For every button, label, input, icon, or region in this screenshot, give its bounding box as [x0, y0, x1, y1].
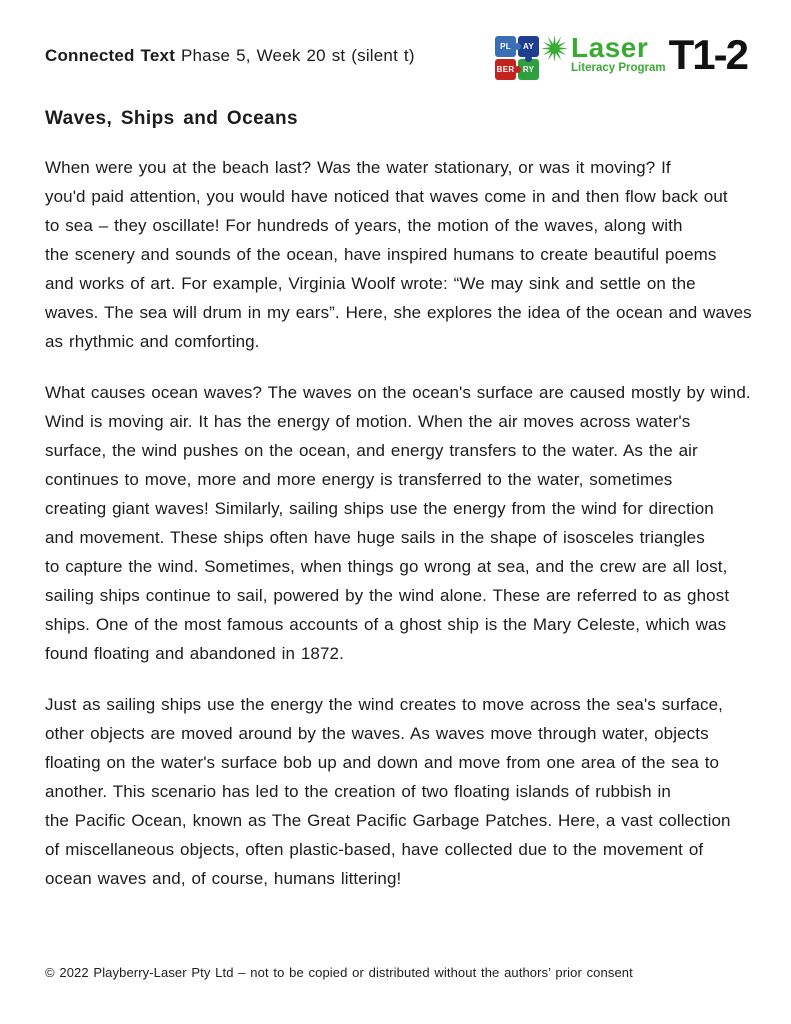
text-line: ocean waves and, of course, humans littering!	[45, 869, 402, 888]
puzzle-nub	[514, 43, 521, 50]
text-line: of miscellaneous objects, often plastic-based, have collected due to the movement of	[45, 840, 704, 859]
text-line: sailing ships continue to sail, powered by the wind alone. These are referred to as ghost	[45, 586, 730, 605]
logo-brand-text	[571, 34, 666, 75]
text-line: When were you at the beach last? Was the water stationary, or was it moving? If	[45, 158, 671, 177]
puzzle-piece-ber: BER	[495, 59, 516, 80]
paragraph-2	[45, 378, 751, 668]
text-line: as rhythmic and comforting.	[45, 332, 260, 351]
logo-level-badge: T1-2	[668, 31, 747, 78]
text-line: Just as sailing ships use the energy the wind creates to move across the sea's surface,	[45, 695, 723, 714]
copyright-text: © 2022 Playberry-Laser Pty Ltd – not to be copied or distributed without the authors’ prior consent	[45, 965, 633, 980]
puzzle-piece-pl: PL	[495, 36, 516, 57]
page-title: Waves, Ships and Oceans	[45, 108, 298, 129]
paragraph-3	[45, 690, 747, 893]
puzzle-piece-ay: AY	[518, 36, 539, 57]
puzzle-nub	[525, 55, 532, 62]
text-line: the scenery and sounds of the ocean, have inspired humans to create beautiful poems	[45, 245, 717, 264]
text-line: ships. One of the most famous accounts of a ghost ship is the Mary Celeste, which was	[45, 615, 727, 634]
text-line: surface, the wind pushes on the ocean, and energy transfers to the water. As the air	[45, 441, 698, 460]
text-line: you'd paid attention, you would have noticed that waves come in and then flow back out	[45, 187, 728, 206]
laser-literacy-logo	[495, 31, 747, 80]
text-line: What causes ocean waves? The waves on the ocean's surface are caused mostly by wind.	[45, 383, 751, 402]
paragraph-1	[45, 153, 752, 356]
text-line: creating giant waves! Similarly, sailing ships use the energy from the wind for direction	[45, 499, 714, 518]
text-line: to capture the wind. Sometimes, when things go wrong at sea, and the crew are all lost,	[45, 557, 728, 576]
text-line: continues to move, more and more energy is transferred to the water, sometimes	[45, 470, 673, 489]
laser-starburst-icon	[541, 35, 568, 67]
header-title	[45, 34, 415, 66]
page-header	[45, 31, 747, 80]
text-line: other objects are moved around by the waves. As waves move through water, objects	[45, 724, 709, 743]
text-line: and works of art. For example, Virginia Woolf wrote: “We may sink and settle on the	[45, 274, 696, 293]
text-line: the Pacific Ocean, known as The Great Pacific Garbage Patches. Here, a vast collection	[45, 811, 731, 830]
text-line: Wind is moving air. It has the energy of motion. When the air moves across water's	[45, 412, 691, 431]
text-line: to sea – they oscillate! For hundreds of years, the motion of the waves, along with	[45, 216, 683, 235]
text-line: floating on the water's surface bob up and down and move from one area of the sea to	[45, 753, 720, 772]
header-title-bold: Connected Text	[45, 46, 176, 65]
logo-brand-subtitle: Literacy Program	[571, 62, 666, 74]
body-text	[45, 153, 752, 893]
header-title-rest: Phase 5, Week 20 st (silent t)	[175, 46, 415, 65]
playberry-puzzle-logo	[495, 36, 539, 80]
logo-brand-name: Laser	[571, 32, 649, 63]
puzzle-piece-ry: RY	[518, 59, 539, 80]
page-footer	[45, 965, 747, 980]
text-line: another. This scenario has led to the creation of two floating islands of rubbish in	[45, 782, 671, 801]
text-line: waves. The sea will drum in my ears”. Here, she explores the idea of the ocean and waves	[45, 303, 752, 322]
text-line: and movement. These ships often have huge sails in the shape of isosceles triangles	[45, 528, 705, 547]
puzzle-nub	[514, 66, 521, 73]
text-line: found floating and abandoned in 1872.	[45, 644, 344, 663]
